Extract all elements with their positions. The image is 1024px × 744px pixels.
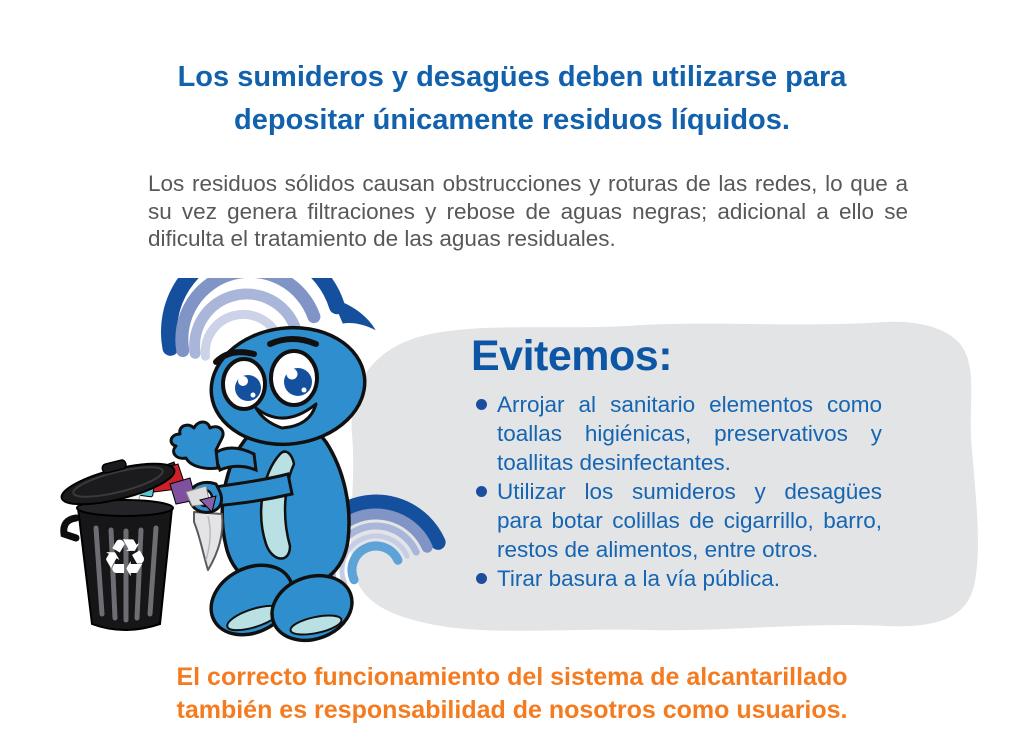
list-item-text: Utilizar los sumideros y desagües para botar colillas de cigarrillo, barro, restos de alimentos, entre otros.: [497, 479, 882, 562]
intro-paragraph: Los residuos sólidos causan obstrucciones y roturas de las redes, lo que a su vez genera filtraciones y rebose de aguas negras; adicional a ello se dificulta el tratamiento de las aguas residuales.: [148, 171, 908, 251]
title-line-1: Los sumideros y desagües deben utilizarse para: [177, 61, 847, 93]
bullet-icon: [476, 399, 487, 410]
mascot-illustration: [58, 278, 470, 650]
eye-left: [223, 359, 265, 409]
footer-line-2: también es responsabilidad de nosotros como usuarios.: [176, 696, 848, 724]
bullet-icon: [476, 486, 487, 497]
open-palm: [171, 422, 223, 469]
list-item: [476, 390, 886, 477]
list-item-text: Tirar basura a la vía pública.: [497, 566, 781, 591]
evitemos-list: [476, 390, 886, 593]
eye-right: [271, 351, 317, 405]
list-item: [476, 564, 886, 593]
trash-can: [58, 455, 216, 630]
trash-can-handle: [64, 518, 76, 538]
bullet-icon: [476, 573, 487, 584]
footer-message: [0, 661, 1024, 727]
footer-line-1: El correcto funcionamiento del sistema de alcantarillado: [176, 663, 848, 691]
evitemos-heading: Evitemos:: [471, 332, 673, 380]
list-item-text: Arrojar al sanitario elementos como toallas higiénicas, preservativos y toallitas desinfectantes.: [497, 392, 882, 475]
list-item: [476, 477, 886, 564]
page-title: [0, 56, 1024, 142]
title-line-2: depositar únicamente residuos líquidos.: [234, 104, 790, 136]
recycle-icon: ♻: [101, 529, 149, 589]
